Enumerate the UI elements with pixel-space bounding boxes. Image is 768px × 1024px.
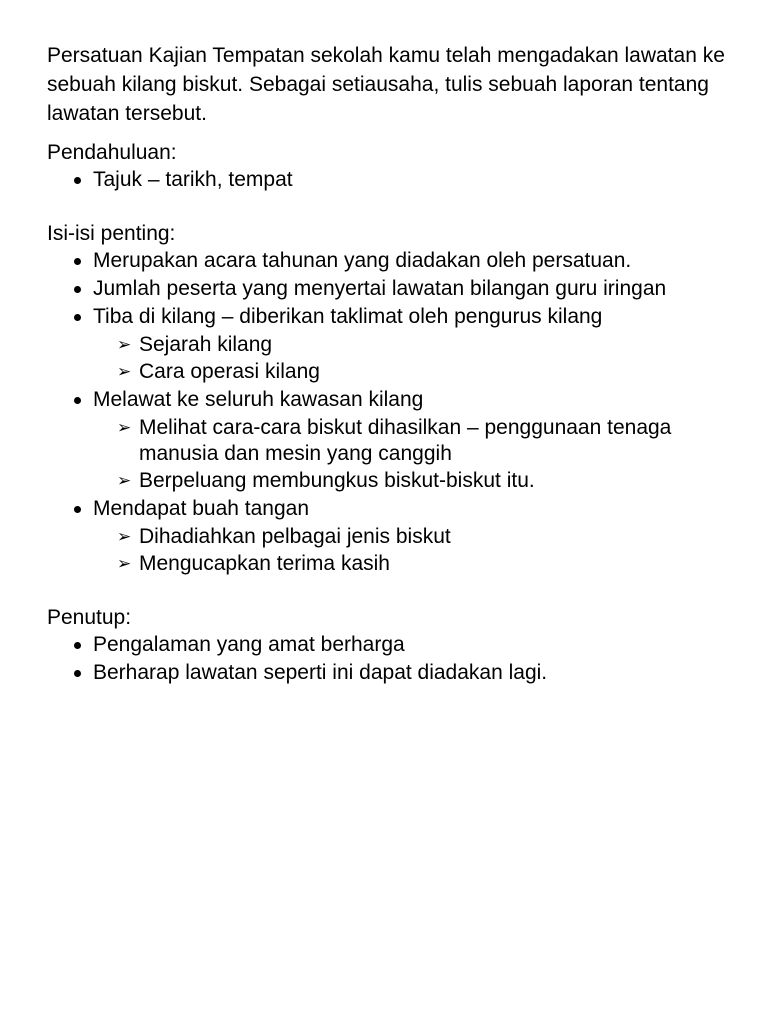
sub-list-item — [93, 359, 728, 385]
sub-list — [93, 415, 728, 494]
sub-list-item-text: Cara operasi kilang — [139, 360, 320, 383]
sub-list-item-text: Melihat cara-cara biskut dihasilkan – penggunaan tenaga manusia dan mesin yang canggih — [139, 416, 672, 465]
sub-list — [93, 524, 728, 577]
list-item — [47, 387, 728, 494]
list-item — [47, 496, 728, 577]
sub-list-item — [93, 524, 728, 550]
arrow-bullet-icon: ➢ — [117, 554, 132, 573]
list-item — [47, 248, 728, 274]
list-item — [47, 632, 728, 658]
list-item — [47, 276, 728, 302]
sub-list-item — [93, 468, 728, 494]
list-item-text: Berharap lawatan seperti ini dapat diadakan lagi. — [93, 661, 548, 684]
sub-list-item-text: Dihadiahkan pelbagai jenis biskut — [139, 525, 451, 548]
list-item-text: Merupakan acara tahunan yang diadakan oleh persatuan. — [93, 249, 632, 272]
sub-list — [93, 332, 728, 385]
section-spacer — [47, 579, 728, 604]
sub-list-item-text: Berpeluang membungkus biskut-biskut itu. — [139, 469, 535, 492]
arrow-bullet-icon: ➢ — [117, 418, 132, 437]
isi-list — [47, 248, 728, 577]
pendahuluan-list — [47, 167, 728, 193]
arrow-bullet-icon: ➢ — [117, 527, 132, 546]
sub-list-item — [93, 415, 728, 467]
sub-list-item — [93, 551, 728, 577]
arrow-bullet-icon: ➢ — [117, 362, 132, 381]
bullet-icon — [74, 642, 81, 649]
list-item — [47, 304, 728, 385]
bullet-icon — [74, 670, 81, 677]
intro-paragraph: Persatuan Kajian Tempatan sekolah kamu telah mengadakan lawatan ke sebuah kilang biskut. Sebagai setiausaha, tulis sebuah laporan tentang lawatan tersebut. — [47, 44, 725, 125]
bullet-icon — [74, 314, 81, 321]
section-heading-penutup: Penutup: — [47, 606, 132, 629]
list-item-text: Tajuk – tarikh, tempat — [93, 168, 293, 191]
list-item-text: Mendapat buah tangan — [93, 497, 310, 520]
list-item — [47, 660, 728, 686]
list-item — [47, 167, 728, 193]
bullet-icon — [74, 286, 81, 293]
section-spacer — [47, 195, 728, 220]
list-item-text: Melawat ke seluruh kawasan kilang — [93, 388, 424, 411]
bullet-icon — [74, 397, 81, 404]
list-item-text: Pengalaman yang amat berharga — [93, 633, 405, 656]
bullet-icon — [74, 177, 81, 184]
section-heading-isi: Isi-isi penting: — [47, 222, 176, 245]
sub-list-item-text: Sejarah kilang — [139, 333, 273, 356]
arrow-bullet-icon: ➢ — [117, 335, 132, 354]
list-item-text: Tiba di kilang – diberikan taklimat oleh pengurus kilang — [93, 305, 603, 328]
section-heading-pendahuluan: Pendahuluan: — [47, 141, 177, 164]
penutup-list — [47, 632, 728, 686]
arrow-bullet-icon: ➢ — [117, 471, 132, 490]
bullet-icon — [74, 258, 81, 265]
sub-list-item-text: Mengucapkan terima kasih — [139, 552, 390, 575]
bullet-icon — [74, 506, 81, 513]
sub-list-item — [93, 332, 728, 358]
list-item-text: Jumlah peserta yang menyertai lawatan bilangan guru iringan — [93, 277, 667, 300]
